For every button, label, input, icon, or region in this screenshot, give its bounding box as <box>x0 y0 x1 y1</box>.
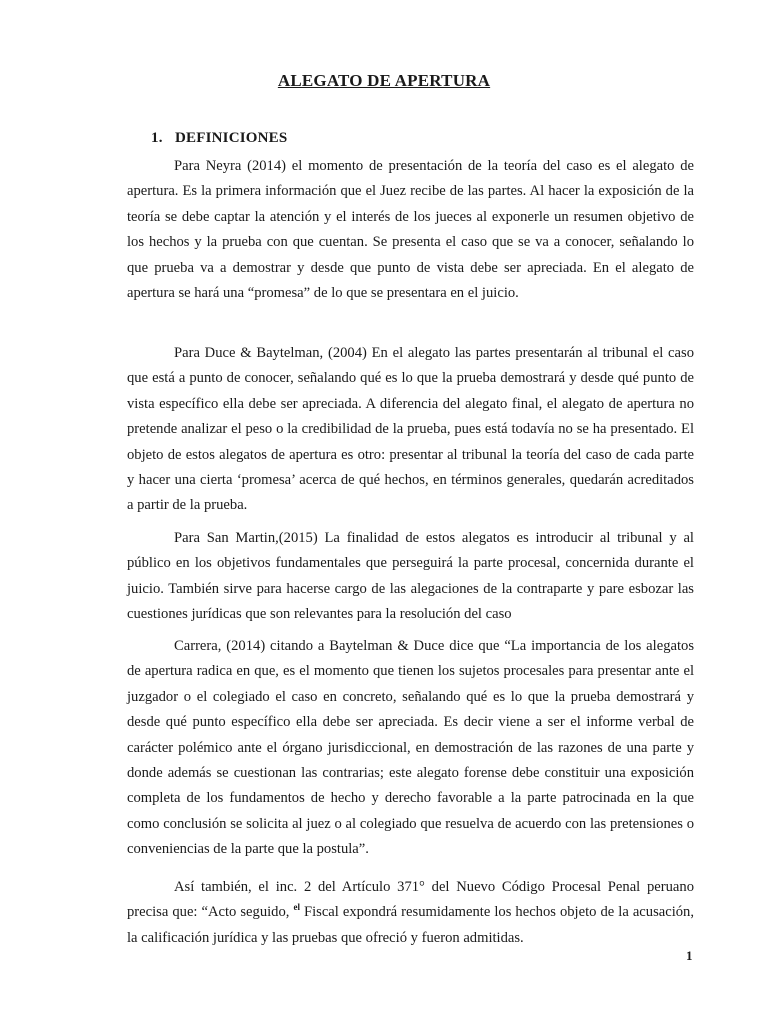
paragraph-neyra: Para Neyra (2014) el momento de presentación de la teoría del caso es el alegato de apertura. Es la primera información que el Juez recibe de las partes. Al hacer la exposición de la teoría se debe captar la atención y el interés de los jueces al exponerle un resumen objetivo de los hechos y la prueba con que cuentan. Se presenta el caso que se va a conocer, señalando lo que prueba va a demostrar y desde que punto de vista debe ser apreciada. En el alegato de apertura se hará una “promesa” de lo que se presentara en el juicio. <box>127 158 694 302</box>
section-heading <box>151 130 287 147</box>
paragraph-carrera: Carrera, (2014) citando a Baytelman & Duce dice que “La importancia de los alegatos de apertura radica en que, es el momento que tienen los sujetos procesales para presentar ante el juzgador o el colegiado el caso en concreto, señalando qué es lo que la prueba demostrará y desde qué punto específico ella debe ser apreciada. Es decir viene a ser el informe verbal de carácter polémico ante el órgano jurisdiccional, en demostración de las razones de una parte y donde además se cuestionan las contrarias; este alegato forense debe constituir una exposición completa de los fundamentos de hecho y derecho favorable a la parte patrocinada en la que como conclusión se solicita al juez o al colegiado que resuelva de acuerdo con las pretensiones o conveniencias de la parte que la postula”. <box>127 638 694 858</box>
section-title: DEFINICIONES <box>175 130 288 146</box>
document-title: ALEGATO DE APERTURA <box>277 71 491 90</box>
paragraph-codigo-procesal-start: Así también, el inc. 2 del Artículo 371° del Nuevo Código Procesal Penal peruano precisa que: “Acto seguido, <box>127 879 694 921</box>
page-number: 1 <box>686 948 693 963</box>
section-number: 1. <box>151 130 163 146</box>
paragraph-duce-baytelman: Para Duce & Baytelman, (2004) En el alegato las partes presentarán al tribunal el caso que está a punto de conocer, señalando qué es lo que la prueba demostrará y desde qué punto de vista específico ella debe ser apreciada. A diferencia del alegato final, el alegato de apertura no pretende analizar el peso o la credibilidad de la prueba, pues está todavía no se ha presentado. El objeto de estos alegatos de apertura es otro: presentar al tribunal la teoría del caso de cada parte y hacer una cierta ‘promesa’ acerca de qué hechos, en términos generales, quedarán acreditados a partir de la prueba. <box>127 345 694 514</box>
paragraph-san-martin: Para San Martin,(2015) La finalidad de estos alegatos es introducir al tribunal y al público en los objetivos fundamentales que perseguirá la parte procesal, concernida durante el juicio. También sirve para hacerse cargo de las alegaciones de la contraparte y pare esbozar las cuestiones jurídicas que son relevantes para la resolución del caso <box>127 530 694 623</box>
superscript-el: el <box>293 902 300 913</box>
paragraph-codigo-procesal-end: Fiscal expondrá resumidamente los hechos objeto de la acusación, la calificación jurídica y las pruebas que ofreció y fueron admitidas. <box>127 904 695 946</box>
paragraph-codigo-procesal <box>127 875 694 951</box>
